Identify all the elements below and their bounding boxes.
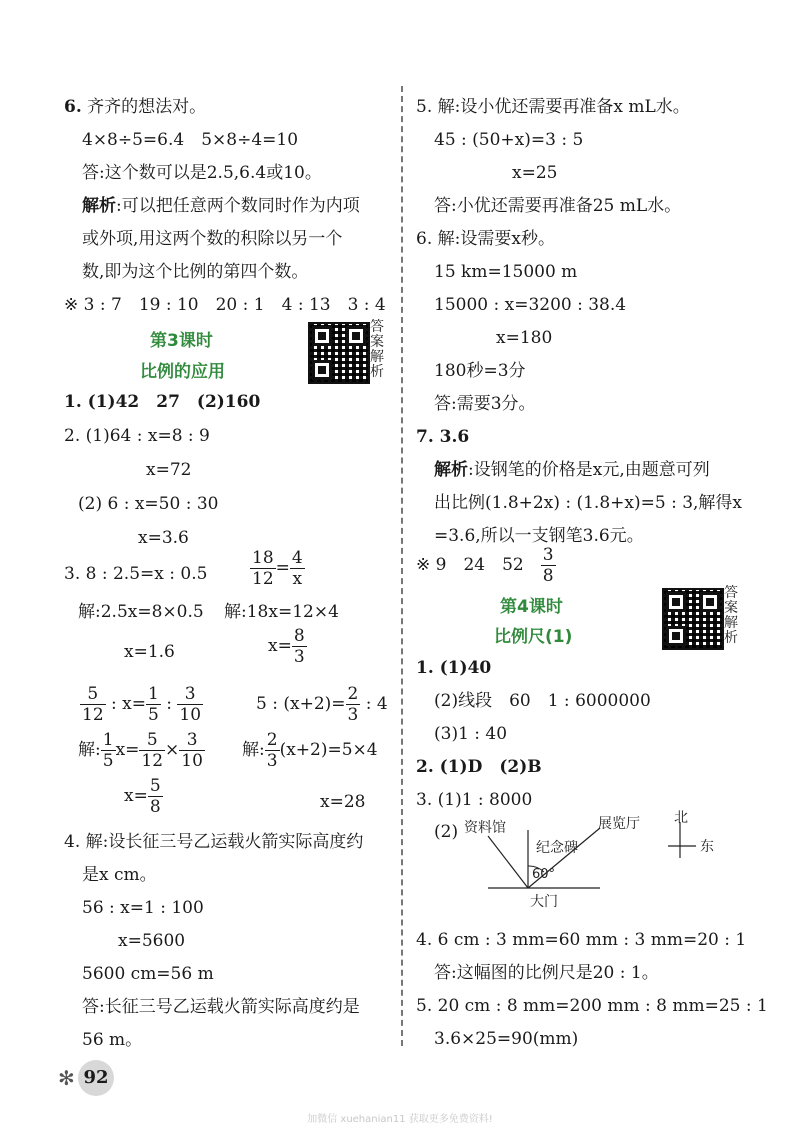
q2-line-1: 2. (1)64 : x=8 : 9 (64, 426, 210, 446)
q4-line-1: 4. 解:设长征三号乙运载火箭实际高度约 (64, 832, 364, 852)
s4-line-1: 4. 6 cm : 3 mm=60 mm : 3 mm=20 : 1 (416, 930, 747, 950)
q6-analysis-3: 数,即为这个比例的第四个数。 (82, 262, 309, 282)
page-number: 92 (78, 1060, 114, 1096)
q4-line-3: 56 : x=1 : 100 (82, 898, 204, 918)
qr-caption: 答案解析 (370, 319, 384, 380)
r-q5-line-3: x=25 (512, 163, 558, 183)
q6-analysis-1 (82, 194, 360, 218)
extra-left: ※ 3 : 7 19 : 10 20 : 1 4 : 13 3 : 4 (64, 295, 386, 315)
r-q7-line-3: 出比例(1.8+2x) : (1.8+x)=5 : 3,解得x (434, 493, 743, 513)
qr-caption: 答案解析 (724, 585, 738, 646)
fraction: $\frac{3}{8}$ (542, 545, 554, 586)
fraction: $\frac{8}{3}$ (293, 626, 305, 667)
q6-line (64, 95, 206, 119)
map-monument-label: 纪念碑 (536, 840, 578, 856)
analysis-label: 解析 (434, 460, 468, 480)
q3-a3: x=1.6 (124, 642, 175, 662)
q4-line-2: 是x cm。 (82, 865, 157, 885)
direction-map (460, 808, 730, 914)
q3-a2: 解:2.5x=8×0.5 (78, 602, 204, 622)
q3-b3: x= $\frac{8}{3}$ (268, 626, 305, 667)
q3-d1: 5 : (x+2)= $\frac{2}{3}$ : 4 (256, 684, 388, 725)
r-q5-line-1: 5. 解:设小优还需要再准备x mL水。 (416, 97, 690, 117)
s4-line-2: 答:这幅图的比例尺是20 : 1。 (434, 963, 659, 983)
qr-code-icon[interactable] (662, 588, 724, 650)
q3-c2: 解: $\frac{1}{5}$ x= $\frac{5}{12}$ × $\frac{3}{10}$ (78, 730, 203, 771)
r-extra: ※ 9 24 52 $\frac{3}{8}$ (416, 545, 554, 586)
s2-line: 2. (1)D (2)B (416, 757, 542, 777)
r-q7-line-1: 7. 3.6 (416, 427, 470, 447)
q3-c3: x= $\frac{5}{8}$ (124, 776, 161, 817)
r-q5-line-2: 45 : (50+x)=3 : 5 (434, 130, 584, 150)
q3-a1: 3. 8 : 2.5=x : 0.5 (64, 564, 208, 584)
s1-line-3: (3)1 : 40 (434, 724, 508, 744)
fraction: $\frac{18}{12}$ (252, 548, 274, 589)
r-q5-line-4: 答:小优还需要再准备25 mL水。 (434, 196, 682, 216)
lesson4-subtitle: 比例尺(1) (494, 627, 573, 647)
map-library-label: 资料馆 (464, 820, 506, 836)
r-q6-line-1: 6. 解:设需要x秒。 (416, 229, 555, 249)
r-q6-line-2: 15 km=15000 m (434, 262, 578, 282)
q1-line: 1. (1)42 27 (2)160 (64, 392, 261, 412)
analysis-label: 解析 (82, 196, 116, 216)
q3-b2: 解:18x=12×4 (224, 602, 339, 622)
ray-library (488, 836, 528, 888)
q4-line-4: x=5600 (118, 931, 186, 951)
lesson4-title: 第4课时 (500, 597, 563, 617)
q4-line-7: 56 m。 (82, 1030, 143, 1050)
r-q6-line-3: 15000 : x=3200 : 38.4 (434, 295, 627, 315)
map-gate-label: 大门 (530, 894, 558, 910)
analysis-text: :设钢笔的价格是x元,由题意可列 (468, 460, 710, 480)
column-divider (401, 86, 403, 1046)
fraction: $\frac{4}{x}$ (291, 548, 303, 589)
s3-line-2: (2) (434, 822, 459, 842)
star-icon: ✻ (58, 1066, 75, 1090)
q6-number: 6. (64, 97, 82, 117)
r-q7-line-2 (434, 458, 710, 482)
q2-line-3: (2) 6 : x=50 : 30 (78, 494, 219, 514)
map-angle-label: 60° (532, 867, 556, 882)
map-hall-label: 展览厅 (598, 816, 640, 832)
r-q6-line-5: 180秒=3分 (434, 361, 526, 381)
lesson3-subtitle: 比例的应用 (140, 362, 225, 382)
s5-line-1: 5. 20 cm : 8 mm=200 mm : 8 mm=25 : 1 (416, 996, 768, 1016)
compass-north-label: 北 (674, 810, 688, 826)
s1-line-1: 1. (1)40 (416, 658, 492, 678)
q6-analysis-2: 或外项,用这两个数的积除以另一个 (82, 229, 343, 249)
q3-d2: 解: $\frac{2}{3}$ (x+2)=5×4 (242, 730, 378, 771)
r-q6-line-6: 答:需要3分。 (434, 394, 536, 414)
footer-watermark: 加微信 xuehanian11 获取更多免费资料! (307, 1114, 493, 1125)
lesson3-title: 第3课时 (150, 331, 213, 351)
s1-line-2: (2)线段 60 1 : 6000000 (434, 691, 651, 711)
q4-line-6: 答:长征三号乙运载火箭实际高度约是 (82, 997, 360, 1017)
analysis-text: :可以把任意两个数同时作为内项 (116, 196, 360, 216)
q4-line-5: 5600 cm=56 m (82, 964, 214, 984)
q2-line-4: x=3.6 (138, 528, 189, 548)
q6-answer: 答:这个数可以是2.5,6.4或10。 (82, 163, 322, 183)
q2-line-2: x=72 (146, 460, 192, 480)
q6-text: 齐齐的想法对。 (87, 97, 207, 117)
s3-line-1: 3. (1)1 : 8000 (416, 790, 533, 810)
r-q6-line-4: x=180 (496, 328, 553, 348)
q3-b1: $\frac{18}{12}$ = $\frac{4}{x}$ (252, 548, 303, 589)
q6-calc: 4×8÷5=6.4 5×8÷4=10 (82, 130, 299, 150)
s5-line-2: 3.6×25=90(mm) (434, 1029, 579, 1049)
qr-code-icon[interactable] (308, 322, 370, 384)
r-q7-line-4: =3.6,所以一支钢笔3.6元。 (434, 526, 644, 546)
q3-d3: x=28 (320, 792, 366, 812)
q3-c1: $\frac{5}{12}$ : x= $\frac{1}{5}$ : $\frac{3}{10}$ (82, 684, 202, 725)
compass-east-label: 东 (700, 839, 714, 855)
